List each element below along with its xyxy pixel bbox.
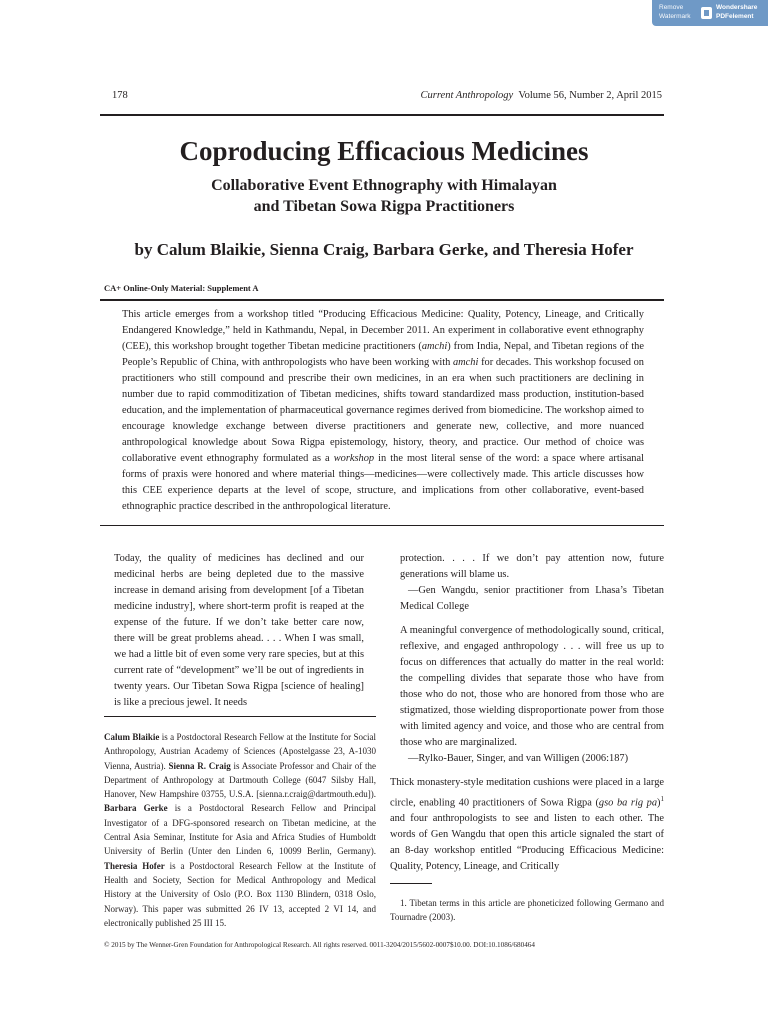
subtitle-line1: Collaborative Event Ethnography with Himalayan bbox=[211, 177, 557, 194]
brand-line1: Wondershare bbox=[716, 4, 758, 11]
running-header bbox=[421, 90, 663, 101]
abstract bbox=[122, 307, 644, 515]
brand-line2: PDFelement bbox=[716, 12, 754, 20]
epigraph-quote: Today, the quality of medicines has declined and our medicinal herbs are being depleted due to the massive increase in demand arising from development [of a Tibetan medicine industry], where short-term profit is reaped at the expense of the future. If we don’t take better care now, there will be great problems ahead. . . . When I was small, we had a little bit of even some very rare species, but at this current rate of “development” we’ll be out of ingredients in twenty years. Our Tibetan Sowa Rigpa [science of healing] is like a precious jewel. It needs bbox=[114, 553, 364, 708]
pdfelement-brand bbox=[716, 4, 757, 21]
remove-watermark-badge[interactable] bbox=[652, 0, 768, 26]
body-text: Thick monastery-style meditation cushions were placed in a large circle, enabling 40 practitioners of Sowa Rigpa ( bbox=[390, 777, 664, 809]
abstract-term-amchi: amchi bbox=[452, 357, 479, 368]
bio-text: is a Postdoctoral Research Fellow and Principal Investigator of a DFG-sponsored research on Tibetan medicine, at the Central Asia Seminar, Institute for Asia and Africa Studies of Humboldt University of Berlin (Unter den Linden 6, 10099 Berlin, Germany). bbox=[104, 803, 376, 857]
issue-info: Volume 56, Number 2, April 2015 bbox=[518, 90, 662, 101]
pdfelement-logo-icon bbox=[701, 7, 712, 19]
bio-name: Theresia Hofer bbox=[104, 860, 165, 871]
second-epigraph: A meaningful convergence of methodologically sound, critical, reflexive, and engaged anthropology . . . will free us up to focus on differences that actually do matter in the real world: the compelling divides that separate those who have from those who do not, those who are honored from those who are stigmatized, those wielding disproportionate power from those with limited agency and voice, and those who are central from those who are marginalized. bbox=[400, 625, 664, 748]
author-bio-rule bbox=[104, 716, 376, 717]
journal-name: Current Anthropology bbox=[420, 90, 514, 101]
footnote: 1. Tibetan terms in this article are phoneticized following Germano and Tournadre (2003). bbox=[390, 898, 664, 922]
spacer bbox=[390, 767, 664, 775]
abstract-top-rule bbox=[100, 299, 664, 301]
page-number: 178 bbox=[112, 90, 128, 101]
spacer bbox=[390, 615, 664, 623]
body-paragraph: Thick monastery-style meditation cushions were placed in a large circle, enabling 40 practitioners of Sowa Rigpa (gso ba rig pa)$^1$ and four anthropologists to see and listen to each other. The words of Gen Wangdu that open this article signaled the start of an 8-day workshop entitled “Producing Efficacious Medicine: Quality, Potency, Lineage, and Critically bbox=[390, 777, 664, 873]
body-text: and four anthropologists to see and listen to each other. The words of Gen Wangdu that open this article signaled the start of an 8-day workshop entitled “Producing Efficacious Medicine: Quality, Potency, Lineage, and Critically bbox=[390, 813, 664, 873]
abstract-term-workshop: workshop bbox=[333, 453, 375, 464]
header-rule bbox=[100, 114, 664, 116]
right-column bbox=[390, 551, 664, 875]
subtitle-line2: and Tibetan Sowa Rigpa Practitioners bbox=[253, 198, 515, 215]
article-subtitle bbox=[160, 175, 608, 217]
copyright-line: © 2015 by The Wenner-Gren Foundation for Anthropological Research. All rights reserved. 0011-3204/2015/5602-0007$10.00. DOI:10.1086/680464 bbox=[104, 941, 535, 949]
abstract-text-4: in the most literal sense of the word: a space where artisanal forms of praxis were honored and where material things—medicines—were collectively made. This article discusses how this CEE experience departs at the level of scope, structure, and implications from other collaborative, event-based ethnographic practice described in the anthropological literature. bbox=[122, 453, 644, 512]
abstract-text-1: This article emerges from a workshop titled “Producing Efficacious Medicine: Quality, Potency, Lineage, and Critically Endangered Knowledge,” held in Kathmandu, Nepal, in December 2011. An experiment in collaborative event ethnography (CEE), this workshop brought together Tibetan medicine practitioners ( bbox=[122, 309, 644, 352]
second-epigraph-attribution: —Rylko-Bauer, Singer, and van Willigen (2006:187) bbox=[408, 753, 629, 764]
bio-name: Calum Blaikie bbox=[104, 732, 160, 742]
bio-name: Sienna R. Craig bbox=[168, 760, 231, 771]
footnote-rule bbox=[390, 883, 432, 884]
abstract-text-3: for decades. This workshop focused on practitioners who still compound and prescribe their own medicines, in an era when such practitioners are declining in number due to rapid commoditization of Tibetan medicines, shifts toward standardized mass production, institution-based education, and the implementation of pharmaceutical governance regimes derived from biomedicine. The workshop aimed to encourage knowledge exchange between diverse practitioners and generate new, collective, and more nuanced anthropological knowledge about Sowa Rigpa epistemology, history, theory, and practice. Our method of choice was collaborative event ethnography formulated as a bbox=[122, 357, 644, 464]
supplement-note[interactable]: CA+ Online-Only Material: Supplement A bbox=[104, 283, 259, 293]
remove-watermark-line1: Remove bbox=[659, 4, 684, 11]
author-bios bbox=[104, 730, 376, 930]
bio-name: Barbara Gerke bbox=[104, 803, 168, 814]
remove-watermark-line2: Watermark bbox=[659, 13, 691, 20]
footnote-ref[interactable]: 1 bbox=[660, 795, 664, 803]
epigraph-continued: protection. . . . If we don’t pay attention now, future generations will blame us. bbox=[400, 553, 664, 580]
author-line: by Calum Blaikie, Sienna Craig, Barbara Gerke, and Theresia Hofer bbox=[134, 240, 634, 259]
abstract-bottom-rule bbox=[100, 525, 664, 526]
body-term: gso ba rig pa bbox=[598, 797, 658, 809]
bio-text: is a Postdoctoral Research Fellow at the Institute of Health and Society, Section for Medical Anthropology and Medical History at the University of Oslo (P.O. Box 1130 Blindern, 0318 Oslo, Norway). This paper was submitted 26 IV 13, accepted 2 VI 14, and electronically published 25 III 15. bbox=[104, 860, 376, 928]
remove-watermark-label bbox=[659, 3, 691, 21]
abstract-term-amchi: amchi bbox=[421, 341, 448, 352]
epigraph-attribution: —Gen Wangdu, senior practitioner from Lhasa’s Tibetan Medical College bbox=[400, 585, 664, 612]
bio-text: is a Postdoctoral Research Fellow at the Institute for Social Anthropology, Austrian Academy of Sciences (Apostelgasse 23, A-1030 Vienna, Austria). bbox=[104, 732, 376, 771]
left-column bbox=[104, 551, 364, 711]
bio-text: is Associate Professor and Chair of the Department of Anthropology at Dartmouth College (6047 Silsby Hall, Hanover, New Hampshire 03755, U.S.A. [sienna.r.craig@dartmouth.edu]). bbox=[104, 760, 376, 800]
abstract-text-2: ) from India, Nepal, and Tibetan regions of the People’s Republic of China, with anthropologists who have been working with bbox=[122, 341, 644, 368]
article-title: Coproducing Efficacious Medicines bbox=[179, 136, 589, 166]
